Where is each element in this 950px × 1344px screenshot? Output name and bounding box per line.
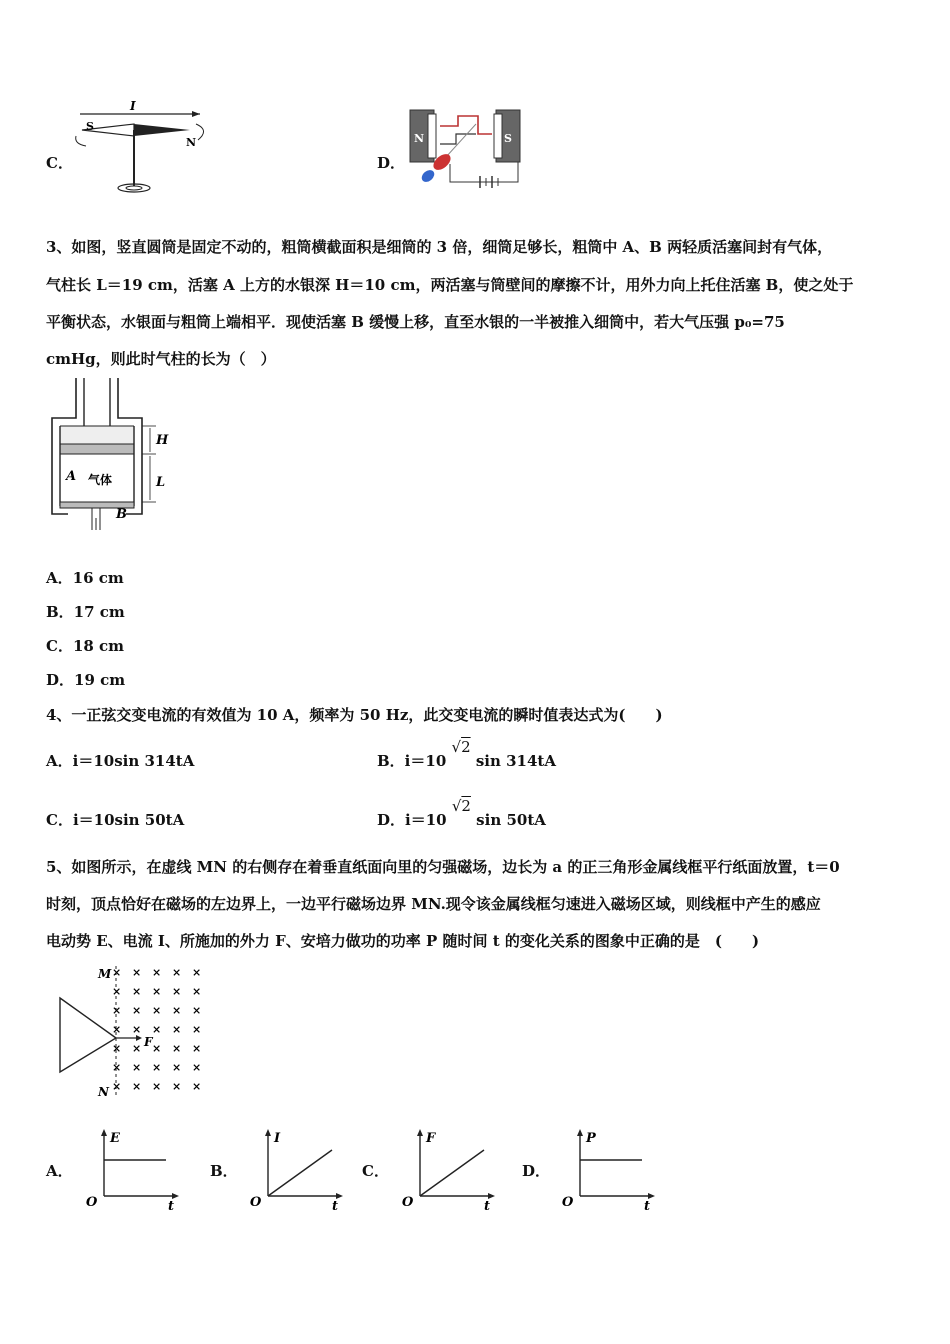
q5-option-graph[interactable] [400, 1126, 500, 1212]
field-cross: × [152, 1080, 162, 1093]
q5-option-letter[interactable]: A． [46, 1162, 73, 1180]
q2-option-d-label[interactable]: D． [377, 154, 406, 172]
needle-n-half [134, 124, 190, 136]
label-n: N [98, 1085, 109, 1099]
y-axis-label: F [426, 1131, 436, 1146]
field-cross: × [112, 1061, 122, 1074]
sqrt-2-radicand: 2 [461, 738, 471, 756]
origin-label: O [250, 1195, 262, 1210]
q4-stem: 4、一正弦交变电流的有效值为 10 A，频率为 50 Hz，此交变电流的瞬时值表达式为( ) [46, 706, 663, 724]
q3-option-c[interactable]: C．18 cm [46, 637, 125, 655]
x-axis-label: t [332, 1199, 339, 1212]
magnetic-field-figure [56, 962, 216, 1102]
y-axis-label: E [110, 1131, 120, 1146]
y-axis-arrow [417, 1129, 423, 1136]
field-cross: × [172, 985, 182, 998]
field-cross: × [192, 1080, 202, 1093]
field-cross: × [192, 966, 202, 979]
q4-option-d-suffix: sin 50tA [476, 811, 546, 829]
sqrt-2-radical: √2 [451, 738, 471, 756]
field-cross: × [152, 1004, 162, 1017]
field-cross: × [152, 1042, 162, 1055]
field-cross: × [152, 1023, 162, 1036]
field-cross: × [172, 1061, 182, 1074]
pole-s-label: S [86, 120, 94, 133]
motor-magnet-figure [406, 104, 524, 192]
x-axis-label: t [168, 1199, 175, 1212]
field-cross: × [112, 1042, 122, 1055]
y-axis-label: I [274, 1131, 281, 1146]
q3-stem-line-1: 3、如图，竖直圆筒是固定不动的，粗筒横截面积是细筒的 3 倍，细筒足够长，粗筒中 A、B 两轻质活塞间封有气体， [46, 238, 833, 256]
q5-stem-line-3: 电动势 E、电流 I、所施加的外力 F、安培力做功的功率 P 随时间 t 的变化关系的图象中正确的是 ( ) [46, 932, 760, 950]
field-cross: × [192, 985, 202, 998]
field-cross: × [172, 1004, 182, 1017]
sqrt-2-radical: √2 [451, 797, 471, 815]
field-cross: × [152, 966, 162, 979]
q4-option-b-prefix: B．i＝10 [377, 752, 447, 770]
q3-option-b[interactable]: B．17 cm [46, 603, 125, 621]
q5-option-letter[interactable]: D． [522, 1162, 551, 1180]
graph-line-rising [268, 1150, 332, 1196]
q4-option-c[interactable]: C．i＝10sin 50tA [46, 811, 185, 829]
field-cross: × [172, 1023, 182, 1036]
field-cross: × [112, 1023, 122, 1036]
y-axis-label: P [586, 1131, 596, 1146]
q5-stem-line-1: 5、如图所示，在虚线 MN 的右侧存在着垂直纸面向里的匀强磁场，边长为 a 的正三角形金属线框平行纸面放置，t＝0 [46, 858, 840, 876]
y-axis-arrow [101, 1129, 107, 1136]
x-axis-label: t [484, 1199, 491, 1212]
label-gas: 气体 [88, 473, 113, 487]
field-cross: × [152, 1061, 162, 1074]
field-cross: × [172, 1080, 182, 1093]
field-cross: × [112, 966, 122, 979]
field-cross: × [112, 985, 122, 998]
field-cross: × [132, 1080, 142, 1093]
field-cross: × [172, 966, 182, 979]
pole-n-label: N [186, 136, 197, 149]
q3-option-d[interactable]: D．19 cm [46, 671, 126, 689]
field-cross: × [132, 966, 142, 979]
q4-option-b[interactable] [377, 738, 556, 771]
field-cross: × [132, 1061, 142, 1074]
q3-stem-line-2: 气柱长 L＝19 cm，活塞 A 上方的水银深 H＝10 cm，两活塞与筒壁间的摩擦不计，用外力向上托住活塞 B，使之处于 [46, 276, 854, 294]
q5-option-graph[interactable] [84, 1126, 184, 1212]
q4-option-b-suffix: sin 314tA [475, 752, 556, 770]
compass-needle-figure [72, 100, 212, 198]
q3-option-a[interactable]: A．16 cm [46, 569, 124, 587]
field-cross: × [132, 985, 142, 998]
field-cross: × [192, 1023, 202, 1036]
label-b: B [116, 507, 127, 522]
field-cross: × [132, 1004, 142, 1017]
field-cross-grid [112, 966, 201, 1093]
field-cross: × [112, 1004, 122, 1017]
origin-label: O [86, 1195, 98, 1210]
q4-option-a[interactable]: A．i＝10sin 314tA [46, 752, 195, 770]
y-axis-arrow [265, 1129, 271, 1136]
q4-option-d[interactable] [377, 797, 546, 830]
y-axis-arrow [577, 1129, 583, 1136]
graph-line-rising [420, 1150, 484, 1196]
q4-option-d-prefix: D．i＝10 [377, 811, 447, 829]
cylinder-figure [46, 378, 176, 530]
q5-stem-line-2: 时刻，顶点恰好在磁场的左边界上，一边平行磁场边界 MN.现令该金属线框匀速进入磁场区域，则线框中产生的感应 [46, 895, 821, 913]
current-label: I [130, 100, 136, 113]
field-cross: × [132, 1023, 142, 1036]
origin-label: O [562, 1195, 574, 1210]
label-a: A [66, 469, 77, 484]
magnet-s-label: S [504, 132, 512, 145]
q2-option-c-label[interactable]: C． [46, 154, 73, 172]
origin-label: O [402, 1195, 414, 1210]
label-l: L [156, 475, 166, 490]
label-f: F [144, 1035, 153, 1049]
field-cross: × [192, 1061, 202, 1074]
label-m: M [98, 967, 112, 981]
field-cross: × [172, 1042, 182, 1055]
q5-option-letter[interactable]: C． [362, 1162, 389, 1180]
field-cross: × [152, 985, 162, 998]
field-cross: × [132, 1042, 142, 1055]
q3-stem-line-3: 平衡状态，水银面与粗筒上端相平．现使活塞 B 缓慢上移，直至水银的一半被推入细筒中，若大气压强 p₀=75 [46, 313, 785, 331]
field-cross: × [192, 1004, 202, 1017]
field-cross: × [112, 1080, 122, 1093]
label-h: H [156, 433, 169, 448]
q5-option-letter[interactable]: B． [210, 1162, 238, 1180]
field-cross: × [192, 1042, 202, 1055]
x-axis-label: t [644, 1199, 651, 1212]
q3-stem-line-4: cmHg，则此时气柱的长为（ ） [46, 350, 276, 368]
q5-option-graph[interactable] [560, 1126, 660, 1212]
current-arrow-head [192, 111, 200, 117]
sqrt-2-radicand: 2 [461, 797, 471, 815]
magnet-n-label: N [414, 132, 425, 145]
q5-option-graph[interactable] [248, 1126, 348, 1212]
triangle-frame [60, 998, 116, 1072]
